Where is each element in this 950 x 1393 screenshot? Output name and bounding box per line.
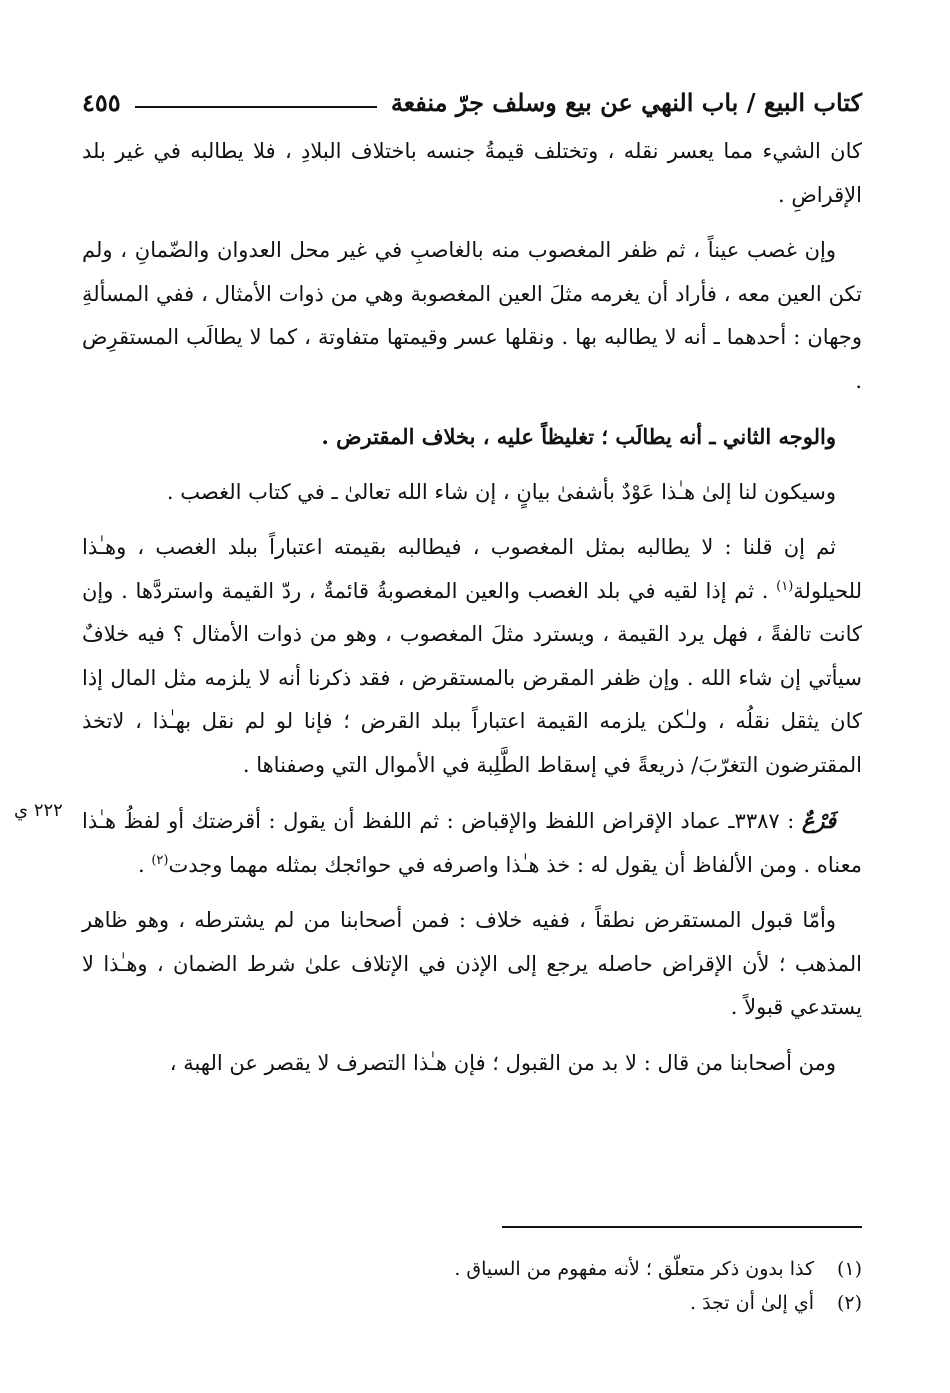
running-header [82, 82, 862, 122]
footnote-number: (١) [836, 1258, 862, 1280]
footnote-rule [502, 1226, 862, 1228]
footnote-ref: (١) [776, 578, 794, 594]
paragraph [82, 229, 862, 403]
paragraph [82, 130, 862, 217]
far-heading: فَرْعٌ [801, 808, 836, 833]
footnote [82, 1286, 862, 1320]
footnote [82, 1252, 862, 1286]
paragraph-text: كان الشيء مما يعسر نقله ، وتختلف قيمةُ جنسه باختلاف البلادِ ، فلا يطالبه في غير بلد الإقراضِ . [82, 139, 862, 207]
footnote-text: أي إلىٰ أن تجدَ . [689, 1292, 814, 1314]
paragraph-text: ومن أصحابنا من قال : لا بد من القبول ؛ فإن هـٰذا التصرف لا يقصر عن الهبة ، [169, 1050, 836, 1075]
paragraph [82, 471, 862, 515]
paragraph [82, 799, 862, 887]
header-rule [135, 106, 377, 108]
paragraph-text: : ٣٣٨٧ـ عماد الإقراض اللفظ والإقباض : ثم اللفظ أن يقول : أقرضتك أو لفظُ هـٰذا معناه . ومن الألفاظ أن يقول له : خذ هـٰذا واصرفه في حوائجك بمثله مهما وجدت [82, 809, 862, 877]
paragraph-text: وسيكون لنا إلىٰ هـٰذا عَوْدٌ بأشفىٰ بيانٍ ، إن شاء الله تعالىٰ ـ في كتاب الغصب . [166, 479, 836, 504]
paragraph [82, 526, 862, 787]
footnote-number: (٢) [836, 1292, 862, 1314]
footnote-ref: (٢) [151, 852, 169, 868]
paragraph-text: . [137, 852, 152, 877]
paragraph-text: . ثم إذا لقيه في بلد الغصب والعين المغصوبةُ قائمةٌ ، ردّ القيمة واستردَّها . وإن كانت تالفةً ، فهل يرد القيمة ، ويسترد مثلَ المغصوب ، وهو من ذوات الأمثال ؟ فيه خلافٌ سيأتي إن شاء الله . وإن ظفر المقرض بالمستقرض ، فقد ذكرنا أنه لا يلزمه مثل المال إذا كان يثقل نقلُه ، ولـٰكن يلزمه القيمة اعتباراً ببلد القرض ؛ فإنا لو لم نقل بهـٰذا ، لاتخذ المقترضون التغرّبَ/ ذريعةً في إسقاط الطَّلِبة في الأموال التي وصفناها . [82, 578, 862, 777]
main-text [82, 130, 862, 1097]
margin-folio-note: ٢٢٢ ي [14, 800, 63, 821]
paragraph-text: ثم إن قلنا : لا يطالبه بمثل المغصوب ، فيطالبه بقيمته اعتباراً ببلد الغصب ، وهـٰذا للحيلولة [82, 535, 862, 603]
paragraph-text: وإن غصب عيناً ، ثم ظفر المغصوب منه بالغاصبِ في غير محل العدوان والضّمانِ ، ولم تكن العين معه ، فأراد أن يغرمه مثلَ العين المغصوبة وهي من ذوات الأمثال ، ففي المسألةِ وجهان : أحدهما ـ أنه لا يطالبه بها . ونقلها عسر وقيمتها متفاوتة ، كما لا يطالَب المستقرِض . [82, 238, 862, 393]
paragraph [82, 415, 862, 459]
paragraph [82, 1042, 862, 1086]
footnotes [82, 1252, 862, 1320]
paragraph [82, 899, 862, 1030]
header-title: كتاب البيع / باب النهي عن بيع وسلف جرّ منفعة [390, 87, 862, 117]
paragraph-text: وأمّا قبول المستقرض نطقاً ، ففيه خلاف : فمن أصحابنا من لم يشترطه ، وهو ظاهر المذهب ؛ لأن الإقراض حاصله يرجع إلى الإذن في الإتلاف علىٰ شرط الضمان ، وهـٰذا لا يستدعي قبولاً . [82, 908, 862, 1019]
paragraph-text: والوجه الثاني ـ أنه يطالَب ؛ تغليظاً عليه ، بخلاف المقترض . [321, 424, 836, 449]
footnote-text: كذا بدون ذكر متعلّق ؛ لأنه مفهوم من السياق . [454, 1258, 814, 1280]
page-number: ٤٥٥ [82, 87, 121, 117]
